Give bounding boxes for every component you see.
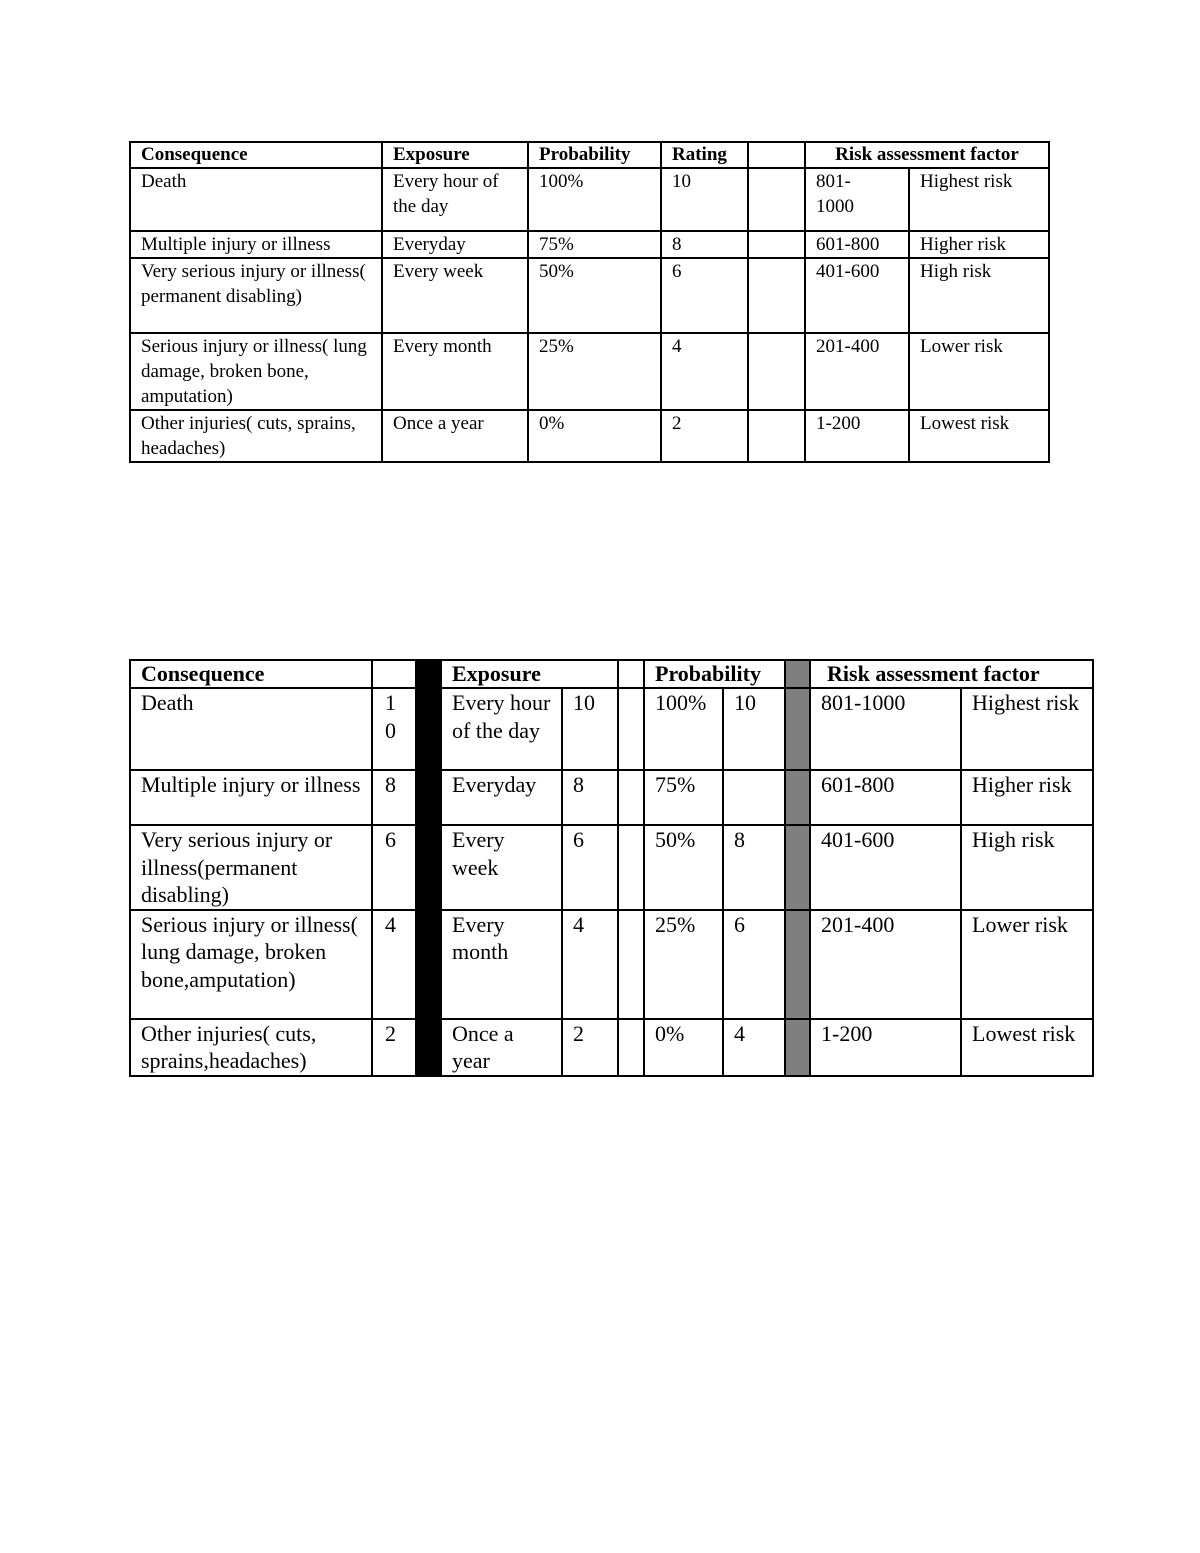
separator-black (416, 660, 441, 688)
cell-probability-rating: 6 (723, 910, 785, 1019)
cell-probability: 0% (644, 1019, 723, 1076)
header-risk-factor: Risk assessment factor (810, 660, 1093, 688)
cell-range: 601-800 (805, 231, 909, 258)
table-row (130, 258, 1049, 333)
cell-consequence: Death (130, 688, 372, 770)
cell-exposure: Every week (441, 825, 562, 910)
risk-table-2 (129, 659, 1094, 1077)
cell-risk: High risk (961, 825, 1093, 910)
separator-black (416, 1019, 441, 1076)
cell-range: 1-200 (810, 1019, 961, 1076)
cell-probability: 25% (644, 910, 723, 1019)
table-row (130, 333, 1049, 410)
cell-range: 601-800 (810, 770, 961, 825)
separator-gray (785, 770, 810, 825)
risk-table-1 (129, 141, 1050, 463)
cell-range: 801-1000 (810, 688, 961, 770)
cell-risk: Highest risk (961, 688, 1093, 770)
cell-probability: 50% (528, 258, 661, 333)
cell-probability: 100% (528, 168, 661, 231)
header-exposure: Exposure (441, 660, 618, 688)
cell-consequence-rating: 4 (372, 910, 416, 1019)
cell-consequence: Serious injury or illness( lung damage, broken bone, amputation) (130, 333, 382, 410)
separator-black (416, 688, 441, 770)
cell-exposure-rating: 4 (562, 910, 618, 1019)
cell-range: 1-200 (805, 410, 909, 462)
cell-exposure: Everyday (441, 770, 562, 825)
cell-consequence: Very serious injury or illness(permanent disabling) (130, 825, 372, 910)
table-row (130, 770, 1093, 825)
cell-consequence: Very serious injury or illness( permanent disabling) (130, 258, 382, 333)
cell-probability-rating (723, 770, 785, 825)
cell-blank (618, 910, 644, 1019)
cell-probability-rating: 10 (723, 688, 785, 770)
cell-exposure: Every month (441, 910, 562, 1019)
cell-rating: 8 (661, 231, 748, 258)
cell-probability: 50% (644, 825, 723, 910)
cell-consequence-rating: 8 (372, 770, 416, 825)
cell-range: 201-400 (805, 333, 909, 410)
header-exposure: Exposure (382, 142, 528, 168)
table-header-row (130, 660, 1093, 688)
separator-gray (785, 688, 810, 770)
cell-consequence-rating: 6 (372, 825, 416, 910)
cell-consequence-rating: 2 (372, 1019, 416, 1076)
table-header-row (130, 142, 1049, 168)
cell-rating: 6 (661, 258, 748, 333)
cell-range: 401-600 (805, 258, 909, 333)
cell-exposure: Once a year (441, 1019, 562, 1076)
cell-exposure: Everyday (382, 231, 528, 258)
table-row (130, 825, 1093, 910)
header-consequence: Consequence (130, 660, 372, 688)
separator-black (416, 910, 441, 1019)
separator-gray (785, 1019, 810, 1076)
cell-blank (618, 688, 644, 770)
cell-risk: Lowest risk (909, 410, 1049, 462)
cell-consequence: Other injuries( cuts, sprains, headaches) (130, 410, 382, 462)
table-row (130, 910, 1093, 1019)
table-row (130, 168, 1049, 231)
separator-gray (785, 825, 810, 910)
header-rating: Rating (661, 142, 748, 168)
cell-risk: Higher risk (961, 770, 1093, 825)
table-row (130, 231, 1049, 258)
cell-consequence: Other injuries( cuts, sprains,headaches) (130, 1019, 372, 1076)
cell-consequence: Multiple injury or illness (130, 770, 372, 825)
cell-exposure-rating: 2 (562, 1019, 618, 1076)
cell-probability-rating: 4 (723, 1019, 785, 1076)
cell-blank (618, 770, 644, 825)
header-blank (618, 660, 644, 688)
cell-blank (618, 825, 644, 910)
header-consequence: Consequence (130, 142, 382, 168)
cell-probability: 0% (528, 410, 661, 462)
cell-blank (748, 410, 805, 462)
separator-black (416, 770, 441, 825)
cell-range: 201-400 (810, 910, 961, 1019)
header-blank (748, 142, 805, 168)
cell-exposure-rating: 8 (562, 770, 618, 825)
cell-range: 801- 1000 (805, 168, 909, 231)
cell-exposure: Once a year (382, 410, 528, 462)
separator-gray (785, 910, 810, 1019)
cell-exposure-rating: 6 (562, 825, 618, 910)
cell-consequence-rating: 1 0 (372, 688, 416, 770)
cell-probability: 75% (644, 770, 723, 825)
cell-blank (748, 168, 805, 231)
cell-rating: 4 (661, 333, 748, 410)
cell-blank (618, 1019, 644, 1076)
cell-risk: Highest risk (909, 168, 1049, 231)
cell-risk: High risk (909, 258, 1049, 333)
cell-exposure: Every hour of the day (441, 688, 562, 770)
header-probability: Probability (528, 142, 661, 168)
cell-probability-rating: 8 (723, 825, 785, 910)
cell-exposure-rating: 10 (562, 688, 618, 770)
header-probability: Probability (644, 660, 785, 688)
cell-consequence: Death (130, 168, 382, 231)
cell-risk: Higher risk (909, 231, 1049, 258)
separator-black (416, 825, 441, 910)
table-row (130, 410, 1049, 462)
cell-probability: 25% (528, 333, 661, 410)
cell-risk: Lowest risk (961, 1019, 1093, 1076)
separator-gray (785, 660, 810, 688)
cell-consequence: Multiple injury or illness (130, 231, 382, 258)
table-row (130, 688, 1093, 770)
cell-blank (748, 231, 805, 258)
cell-probability: 75% (528, 231, 661, 258)
cell-blank (748, 333, 805, 410)
cell-consequence: Serious injury or illness( lung damage, broken bone,amputation) (130, 910, 372, 1019)
cell-rating: 2 (661, 410, 748, 462)
cell-exposure: Every hour of the day (382, 168, 528, 231)
cell-range: 401-600 (810, 825, 961, 910)
cell-probability: 100% (644, 688, 723, 770)
header-consequence-rating (372, 660, 416, 688)
cell-rating: 10 (661, 168, 748, 231)
cell-exposure: Every week (382, 258, 528, 333)
cell-blank (748, 258, 805, 333)
table-row (130, 1019, 1093, 1076)
header-risk-factor: Risk assessment factor (805, 142, 1049, 168)
cell-risk: Lower risk (961, 910, 1093, 1019)
cell-risk: Lower risk (909, 333, 1049, 410)
cell-exposure: Every month (382, 333, 528, 410)
